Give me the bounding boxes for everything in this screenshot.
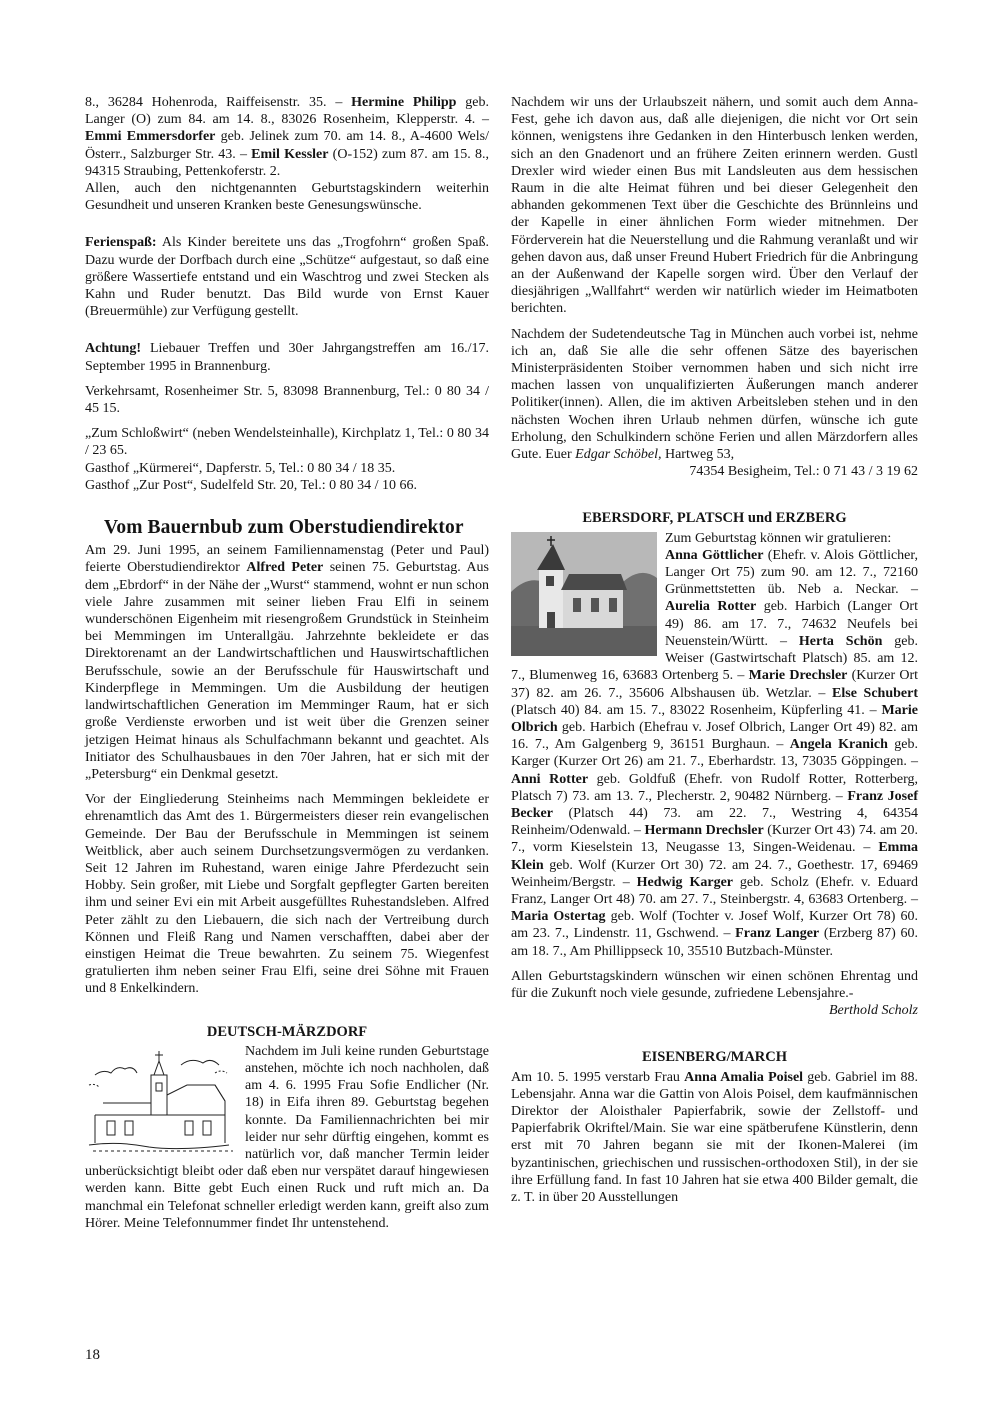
zurpost-info: Gasthof „Zur Post“, Sudelfeld Str. 20, Tel.: 0 80 34 / 10 66.	[85, 477, 418, 493]
person-name: Franz Langer	[735, 926, 820, 942]
birthday-wishes: Allen, auch den nichtgenannten Geburtstagskindern weiterhin Gesundheit und unseren Kranken beste Genesungswünsche.	[85, 181, 489, 214]
schlosswirt-info: „Zum Schloßwirt“ (neben Wendelsteinhalle), Kirchplatz 1, Tel.: 0 80 34 / 23 65.	[85, 426, 489, 459]
person-name: Else Schubert	[832, 685, 919, 701]
achtung-paragraph: Achtung! Liebauer Treffen und 30er Jahrgangstreffen am 16./17. September 1995 in Brannenburg.	[85, 341, 489, 374]
signature-name: Edgar Schöbel,	[575, 447, 662, 463]
person-name: Angela Kranich	[789, 737, 888, 753]
ferienspass-paragraph: Ferienspaß: Als Kinder bereitete uns das „Trogfohrn“ großen Spaß. Dazu wurde der Dorfbach durch eine „Schütze“ aufgestaut, so daß eine größere Wassertiefe entstand und ein Waschtrog und zwei Stecken als Kahn und Ruder benutzt. Das Bild wurde von Ernst Kauer (Breuermühle) zur Verfügung gestellt.	[85, 235, 489, 320]
bauernbub-paragraph-2: Vor der Eingliederung Steinheims nach Memmingen bekleidete er ehrenamtlich das Amt des 1. Bürgermeisters dieser rein evangelischen Gemeinde. Der Bau der Berufsschule in Memmingen ist seinem Weitblick, aber auch seinem Durchsetzungsvermögen zu verdanken. Seit 12 Jahren im Ruhestand, waren einige Jahre Pferdezucht sein Hobby. Sein großer, mit Liebe und Sorgfalt gepflegter Garten bereiten ihm und seiner Evi ein mit Arbeit ausgefülltes Ruhestandsleben. Alfred Peter zählt zu den Liebauern, die sich nach der Vertreibung durch Können und Fleiß Rang und Namen verschafften, dabei aber der einstigen Heimat die Treue bewahrten. Zu seinem 75. Wiegenfest gratulierten ihm neben seiner Frau Elfi, seine drei Söhne mit Frauen und 8 Enkelkindern.	[85, 792, 489, 997]
person-name: Anna Göttlicher	[665, 547, 764, 563]
left-column	[85, 94, 489, 1240]
ebersdorf-signature: Berthold Scholz	[828, 1003, 918, 1019]
section-title-eisenberg: EISENBERG/MARCH	[641, 1049, 788, 1066]
person-name: Anna Amalia Poisel	[684, 1069, 804, 1085]
person-name: Franz Josef Becker	[511, 788, 918, 821]
person-name: Herta Schön	[798, 633, 883, 649]
bauernbub-paragraph-1: Am 29. Juni 1995, an seinem Familiennamenstag (Peter und Paul) feierte Oberstudiendirektor Alfred Peter seinen 75. Geburtstag. Aus dem „Ebrdorf“ in der Nähe der „Wurst“ stammend, wohnt er nun schon viele Jahre zusammen mit seiner lieben Frau Elfi in seinem wunderschönen Eigenheim mit riesengroßem Grundstück in Steinheim bei Memmingen im Unterallgäu. Jahrzehnte bekleidete er das Direktorenamt an der Landwirtschaftlichen und Hauswirtschaftlichen Berufsschule, sowie an der Berufsschule für Hauswirtschaft und Kinderpflege in Memmingen. Um die Ausbildung der heutigen landwirtschaftlichen Generation im Memminger Raum, hat er sich große Verdienste erworben und ist weit über die Grenzen seiner jetzigen Heimat hinaus als Schulfachmann bekannt und geachtet. Als Initiator des Schulhausbaues in den 70er Jahren, hat er sich mit der „Petersburg“ ein Denkmal gesetzt.	[85, 543, 489, 782]
eisenberg-paragraph: Am 10. 5. 1995 verstarb Frau Anna Amalia Poisel geb. Gabriel im 88. Lebensjahr. Anna war die Gattin von Alois Poisel, dem kaufmännischen Direktor der Aloisthaler Papierfabrik, sowie der Zellstoff- und Papierfabrik Okriftel/Main. Sie war eine spätberufene Künstlerin, denn erst mit 70 Jahren begann sie mit der Ikonen-Malerei (im byzantinischen, griechischen und russischen-orthodoxen Stil), in der sie ihre Erfüllung fand. In fast 10 Jahren hat sie etwa 400 Bilder gemalt, die z. T. in über 20 Ausstellungen	[511, 1069, 918, 1205]
ebersdorf-birthdays: Zum Geburtstag können wir gratulieren: Anna Göttlicher (Ehefr. v. Alois Göttlicher, Langer Ort 75) zum 90. am 12. 7., 72160 Grünmettstetten üb. Neb a. Neckar. – Aurelia Rotter geb. Harbich (Langer Ort 49) 86. am 17. 7., 74632 Neufels bei Neuenstein/Württ. – Herta Schön geb. Weiser (Gastwirtschaft Platsch) 85. am 12. 7., Blumenweg 16, 63683 Ortenberg 5. – Marie Drechsler (Kurzer Ort 37) 82. am 26. 7., 35606 Albshausen üb. Wetzlar. – Else Schubert (Platsch 40) 84. am 15. 7., 83022 Rosenheim, Küpferling 41. – Marie Olbrich geb. Harbich (Ehefrau v. Josef Olbrich, Langer Ort 49) 82. am 16. 7., Am Galgenberg 9, 36151 Burghaun. – Angela Kranich geb. Karger (Kurzer Ort 26) am 21. 7., Eberhardstr. 13, 73035 Göppingen. – Anni Rotter geb. Goldfuß (Ehefr. von Rudolf Rotter, Rotterberg, Platsch 7) 73. am 13. 7., Plecherstr. 2, 90482 Nürnberg. – Franz Josef Becker (Platsch 44) 73. am 22. 7., Westring 4, 64354 Reinheim/Odenwald. – Hermann Drechsler (Kurzer Ort 43) 74. am 20. 7., vorm Kieselstein 13, Neugasse 13, Singen-Weidenau. – Emma Klein geb. Wolf (Kurzer Ort 30) 72. am 24. 7., Goethestr. 17, 69469 Weinheim/Bergstr. – Hedwig Karger geb. Scholz (Ehefr. v. Eduard Franz, Langer Ort 48) 70. am 27. 7., Steinbergstr. 4, 63683 Ortenberg. – Maria Ostertag geb. Wolf (Tochter v. Josef Wolf, Kurzer Ort 78) 60. am 23. 7., Lindenstr. 11, Gschwend. – Franz Langer (Erzberg 87) 60. am 18. 7., Am Phillippseck 10, 35510 Butzbach-Münster.	[511, 530, 919, 959]
person-name: Alfred Peter	[246, 560, 324, 576]
person-name: Hedwig Karger	[636, 874, 733, 890]
person-name: Aurelia Rotter	[665, 599, 757, 615]
section-title-maerzdorf: DEUTSCH-MÄRZDORF	[206, 1023, 368, 1040]
urlaub-paragraph-2: Nachdem der Sudetendeutsche Tag in München auch vorbei ist, nehme ich an, daß Sie alle die sehr offenen Sätze des bayerischen Ministerpräsidenten Stoiber vernommen haben und sich nicht irre machen lassen von unqualifizierten Äußerungen manch anderer Politiker(innen). Allen, die im aktiven Arbeitsleben stehen und in den nächsten Wochen ihren Urlaub nehmen dürfen, wünsche ich gute Erholung, den Schulkindern schöne Ferien und allen Märzdorfern alles Gute. Euer Edgar Schöbel, Hartweg 53,	[511, 326, 918, 463]
person-name: Emma Klein	[511, 840, 918, 873]
person-name: Anni Rotter	[511, 771, 589, 787]
person-name: Maria Ostertag	[511, 909, 606, 925]
article-title-bauernbub: Vom Bauernbub zum Oberstudiendirektor	[104, 517, 464, 539]
person-name: Marie Olbrich	[511, 702, 918, 735]
person-name: Marie Drechsler	[748, 668, 848, 684]
person-name: Hermann Drechsler	[644, 823, 764, 839]
ferienspass-label: Ferienspaß:	[85, 235, 157, 251]
maerzdorf-paragraph: Nachdem im Juli keine runden Geburtstage anstehen, möchte ich noch nachholen, daß am 4. 6. 1995 Frau Sofie Endlicher (Nr. 18) in Eifa ihren 89. Geburtstag begehen konnte. Da Familiennachrichten bei mir leider nur sehr dürftig eingehen, kommt es natürlich vor, daß mancher Termin leider unberücksichtigt bleibt oder daß eben nur verspätet darauf hingewiesen werden kann. Bitte gebt Euch einen Ruck und ruft mich an. Da manchmal ein Telefonat schneller erledigt werden kann, greift also zum Hörer. Meine Telefonnummer findet Ihr untenstehend.	[85, 1043, 489, 1231]
section-title-ebersdorf: EBERSDORF, PLATSCH und ERZBERG	[582, 510, 847, 527]
ebersdorf-closing: Allen Geburtstagskindern wünschen wir einen schönen Ehrentag und für die Zukunft noch viele gesunde, zufriedene Lebensjahre.-	[511, 968, 918, 1001]
right-column	[511, 94, 918, 1214]
achtung-label: Achtung!	[85, 341, 142, 357]
church-sketch-icon	[85, 1045, 237, 1159]
person-name: Emmi Emmersdorfer	[85, 129, 216, 145]
verkehrsamt-info: Verkehrsamt, Rosenheimer Str. 5, 83098 Brannenburg, Tel.: 0 80 34 / 45 15.	[85, 383, 489, 417]
church-photo	[511, 532, 657, 656]
birthday-list-continued: 8., 36284 Hohenroda, Raiffeisenstr. 35. – Hermine Philipp geb. Langer (O) zum 84. am 14. 8., 83026 Rosenheim, Klepperstr. 4. – Emmi Emmersdorfer geb. Jelinek zum 70. am 14. 8., A-4600 Wels/Österr., Salzburger Str. 43. – Emil Kessler (O-152) zum 87. am 15. 8., 94315 Straubing, Pettenkoferstr. 2.	[85, 95, 489, 179]
person-name: Hermine Philipp	[351, 95, 457, 110]
urlaub-paragraph-1: Nachdem wir uns der Urlaubszeit nähern, und somit auch dem Anna-Fest, gehe ich davon aus, daß alle diejenigen, die nicht vor Ort sein können, wenigstens ihre Gedanken in den Hinterbusch lenken werden, sich an den Gnadenort und an frühere Zeiten erinnern werden. Gustl Drexler wird wieder einen Bus mit Landsleuten aus dem hessischen Raum in die alte Heimat führen und bei dieser Gelegenheit den abhanden gekommenen Text über die Geschichte des Brünnleins und der Kapelle in einer ähnlichen Form wieder mitnehmen. Der Förderverein hat die Neuerstellung und die Rahmung veranlaßt und wir gehen davon aus, daß unser Freund Hubert Friedrich für die Anbringung an der Außenwand der Kapelle sorgen wird. Über den Verlauf der diesjährigen „Wallfahrt“ werden wir natürlich wieder im Heimatboten berichten.	[511, 95, 918, 317]
page-number: 18	[85, 1347, 100, 1363]
person-name: Emil Kessler	[251, 146, 329, 162]
kuermerei-info: Gasthof „Kürmerei“, Dapferstr. 5, Tel.: 0 80 34 / 18 35.	[85, 460, 396, 476]
signature-address: 74354 Besigheim, Tel.: 0 71 43 / 3 19 62	[689, 464, 918, 480]
